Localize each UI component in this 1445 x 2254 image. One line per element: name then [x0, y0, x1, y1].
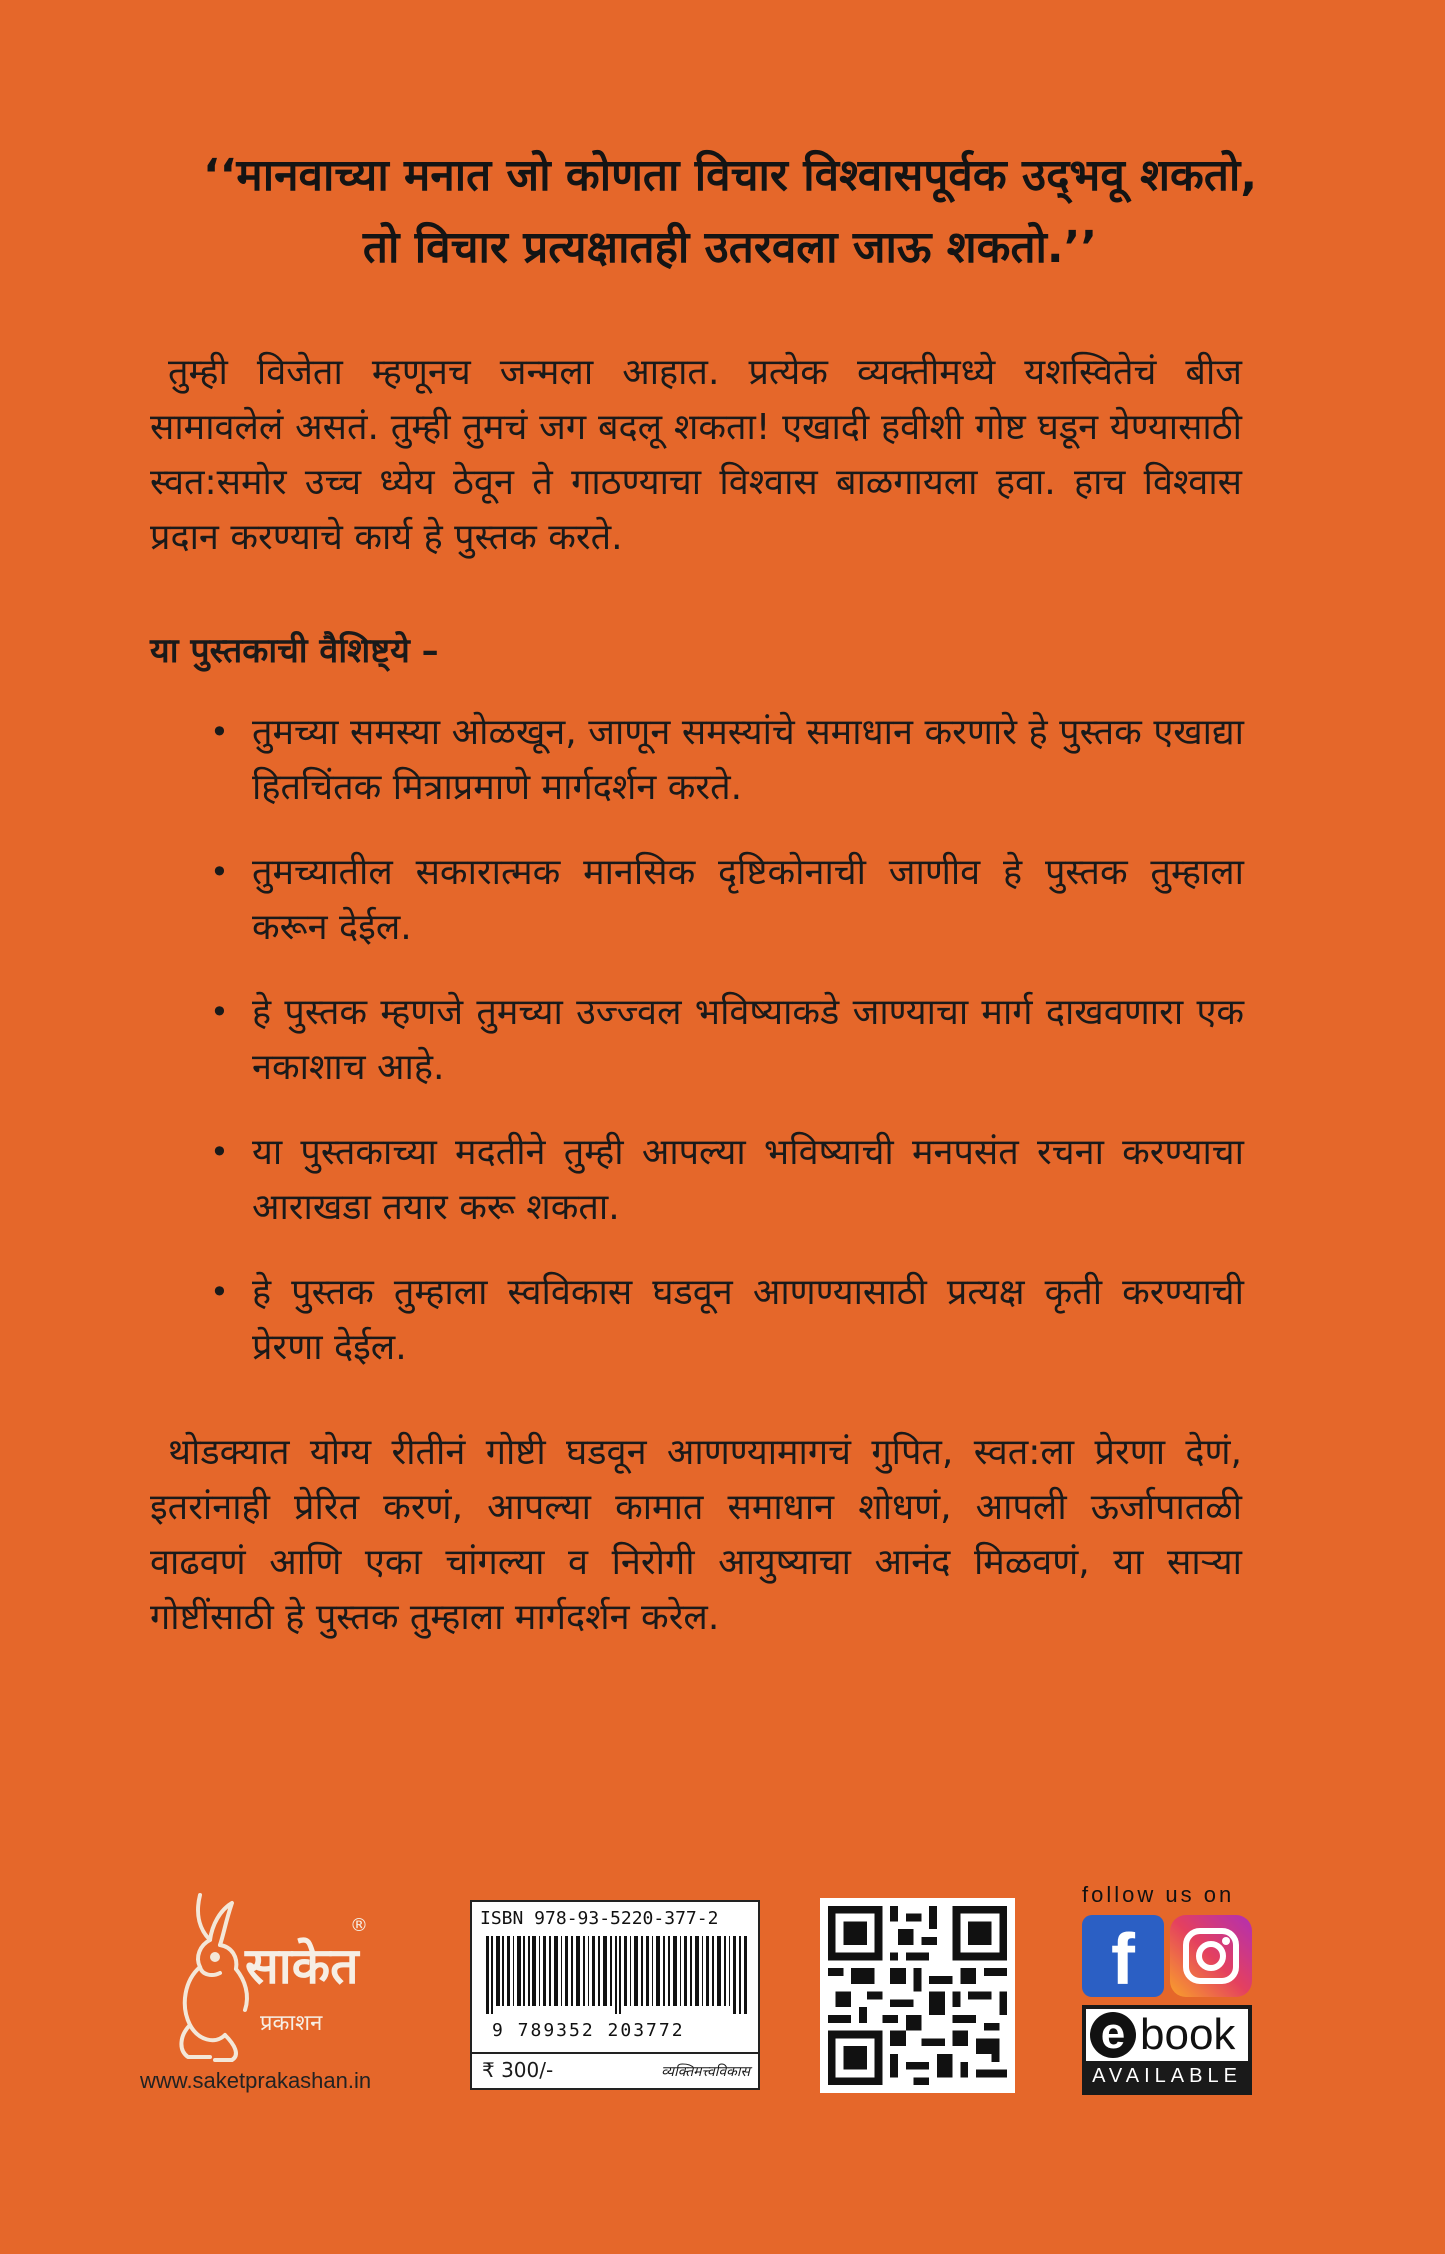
follow-us-label: follow us on	[1082, 1882, 1235, 1907]
publisher-logo	[140, 1885, 430, 2085]
list-item	[200, 705, 1244, 815]
bullet-icon: •	[210, 853, 229, 891]
qr-code[interactable]	[820, 1898, 1015, 2093]
price: ₹ 300/-	[482, 2058, 554, 2082]
ebook-available-label: AVAILABLE	[1092, 2065, 1242, 2087]
isbn-label: ISBN 978-93-5220-377-2	[480, 1908, 719, 1929]
back-cover-quote	[140, 140, 1320, 284]
logo-wordmark: साकेत	[245, 1937, 359, 1995]
publisher-website[interactable]: www.saketprakashan.in	[140, 2068, 372, 2093]
qr-code-icon	[820, 1898, 1015, 2093]
price-row	[472, 2052, 758, 2088]
summary-paragraph: थोडक्यात योग्य रीतीनं गोष्टी घडवून आणण्यामागचं गुपित, स्वत:ला प्रेरणा देणं, इतरांनाही प्रेरित करणं, आपल्या कामात समाधान शोधणं, आपली ऊर्जापातळी वाढवणं आणि एका चांगल्या व निरोगी आयुष्याचा आनंद मिळवणं, या साऱ्या गोष्टींसाठी हे पुस्तक तुम्हाला मार्गदर्शन करेल.	[150, 1432, 1242, 1638]
features-heading: या पुस्तकाची वैशिष्ट्ये –	[150, 631, 439, 671]
feature-text: या पुस्तकाच्या मदतीने तुम्ही आपल्या भविष्याची मनपसंत रचना करण्याचा आराखडा तयार करू शकता.	[252, 1132, 1244, 1228]
isbn-digits: 9 789352 203772	[492, 2020, 685, 2041]
bullet-icon: •	[210, 1133, 229, 1171]
feature-text: हे पुस्तक तुम्हाला स्वविकास घडवून आणण्यासाठी प्रत्यक्ष कृती करण्याची प्रेरणा देईल.	[252, 1272, 1244, 1368]
ebook-e-icon: e	[1090, 2012, 1136, 2058]
isbn-barcode-box	[470, 1900, 760, 2090]
feature-text: तुमच्या समस्या ओळखून, जाणून समस्यांचे समाधान करणारे हे पुस्तक एखाद्या हितचिंतक मित्राप्रमाणे मार्गदर्शन करते.	[252, 712, 1244, 808]
list-item	[200, 1125, 1244, 1235]
bullet-icon: •	[210, 1273, 229, 1311]
list-item	[200, 1265, 1244, 1375]
ebook-label: book	[1140, 2010, 1236, 2059]
bullet-icon: •	[210, 713, 229, 751]
list-item	[200, 845, 1244, 955]
feature-text: तुमच्यातील सकारात्मक मानसिक दृष्टिकोनाची जाणीव हे पुस्तक तुम्हाला करून देईल.	[252, 852, 1244, 948]
bullet-icon: •	[210, 993, 229, 1031]
features-list	[200, 705, 1244, 1405]
ebook-badge[interactable]	[1082, 2005, 1252, 2095]
instagram-icon[interactable]	[1170, 1915, 1252, 1997]
quote-line-1: ‘‘मानवाच्या मनात जो कोणता विचार विश्वासपूर्वक उद्‌भवू शकतो,	[202, 150, 1258, 201]
logo-subtext: प्रकाशन	[260, 2011, 323, 2036]
registered-icon: ®	[350, 1915, 368, 1936]
feature-text: हे पुस्तक म्हणजे तुमच्या उज्ज्वल भविष्याकडे जाण्याचा मार्ग दाखवणारा एक नकाशाच आहे.	[252, 992, 1244, 1088]
ebook-label-row	[1086, 2009, 1248, 2061]
barcode-icon	[486, 1936, 748, 2014]
intro-paragraph: तुम्ही विजेता म्हणूनच जन्मला आहात. प्रत्येक व्यक्तीमध्ये यशस्वितेचं बीज सामावलेलं असतं. तुम्ही तुमचं जग बदलू शकता! एखादी हवीशी गोष्ट घडून येण्यासाठी स्वत:समोर उच्च ध्येय ठेवून ते गाठण्याचा विश्वास बाळगायला हवा. हाच विश्वास प्रदान करण्याचे कार्य हे पुस्तक करते.	[150, 352, 1242, 558]
list-item	[200, 985, 1244, 1095]
facebook-icon[interactable]: f	[1082, 1915, 1164, 1997]
book-category: व्यक्तिमत्त्वविकास	[661, 2064, 750, 2080]
quote-line-2: तो विचार प्रत्यक्षातही उतरवला जाऊ शकतो.’’	[362, 222, 1098, 273]
instagram-glyph-icon	[1170, 1915, 1252, 1997]
